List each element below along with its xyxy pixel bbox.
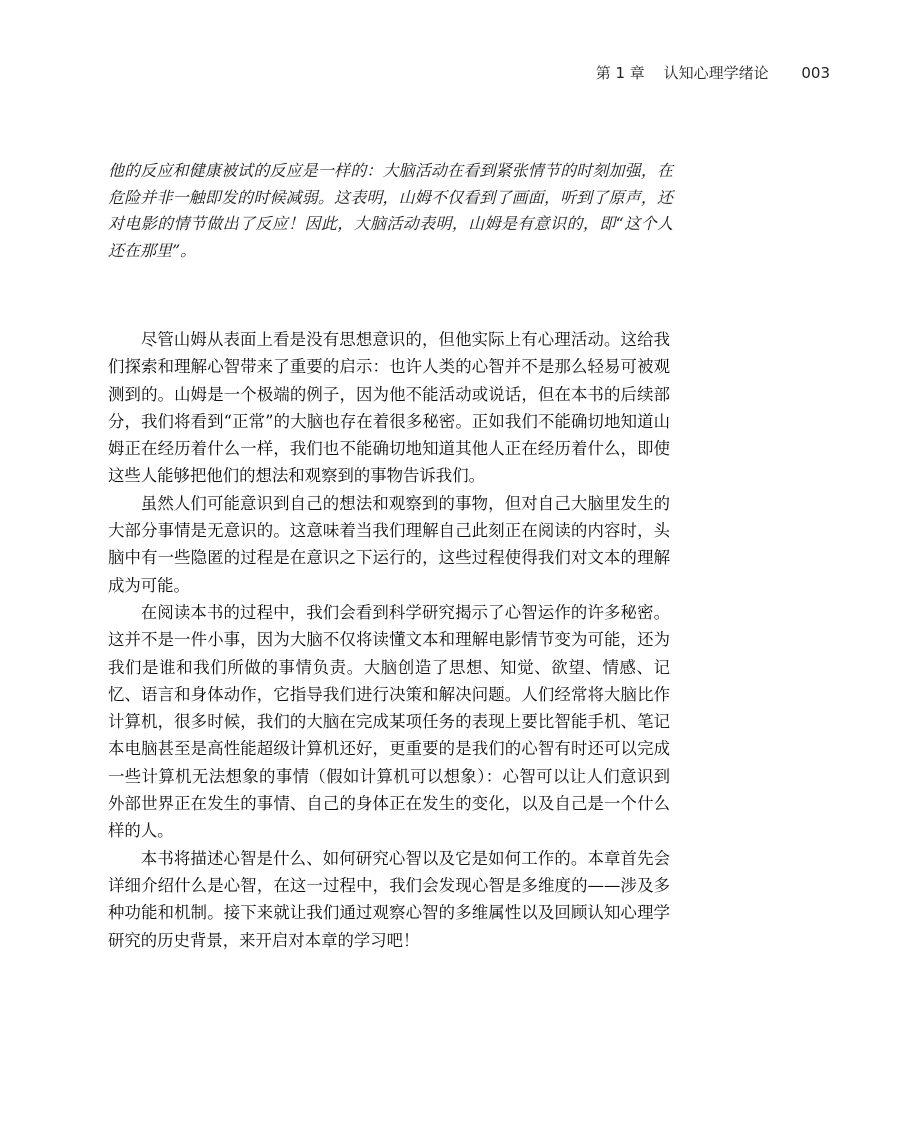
excerpt-paragraph: 他的反应和健康被试的反应是一样的：大脑活动在看到紧张情节的时刻加强，在危险并非一触即发的时候减弱。这表明，山姆不仅看到了画面，听到了原声，还对电影的情节做出了反应！因此，大脑活动表明，山姆是有意识的，即“这个人还在那里”。 — [108, 161, 673, 260]
body-paragraph-3: 在阅读本书的过程中，我们会看到科学研究揭示了心智运作的许多秘密。这并不是一件小事，因为大脑不仅将读懂文本和理解电影情节变为可能，还为我们是谁和我们所做的事情负责。大脑创造了思想、知觉、欲望、情感、记忆、语言和身体动作，它指导我们进行决策和解决问题。人们经常将大脑比作计算机，很多时候，我们的大脑在完成某项任务的表现上要比智能手机、笔记本电脑甚至是高性能超级计算机还好，更重要的是我们的心智有时还可以完成一些计算机无法想象的事情（假如计算机可以想象）：心智可以让人们意识到外部世界正在发生的事情、自己的身体正在发生的变化，以及自己是一个什么样的人。 — [108, 602, 670, 841]
chapter-label: 第 1 章 — [595, 64, 645, 82]
body-paragraph-4: 本书将描述心智是什么、如何研究心智以及它是如何工作的。本章首先会详细介绍什么是心智，在这一过程中，我们会发现心智是多维度的——涉及多种功能和机制。接下来就让我们通过观察心智的多维属性以及回顾认知心理学研究的历史背景，来开启对本章的学习吧！ — [108, 848, 670, 950]
chapter-title: 认知心理学绪论 — [663, 64, 769, 82]
running-head — [596, 62, 830, 83]
page-number: 003 — [801, 64, 830, 82]
body-paragraph-1: 尽管山姆从表面上看是没有思想意识的，但他实际上有心理活动。这给我们探索和理解心智带来了重要的启示：也许人类的心智并不是那么轻易可被观测到的。山姆是一个极端的例子，因为他不能活动或说话，但在本书的后续部分，我们将看到“正常”的大脑也存在着很多秘密。正如我们不能确切地知道山姆正在经历着什么一样，我们也不能确切地知道其他人正在经历着什么，即使这些人能够把他们的想法和观察到的事物告诉我们。 — [108, 330, 670, 486]
excerpt-block — [108, 158, 673, 264]
body-text — [108, 326, 670, 954]
body-paragraph-2: 虽然人们可能意识到自己的想法和观察到的事物，但对自己大脑里发生的大部分事情是无意识的。这意味着当我们理解自己此刻正在阅读的内容时，头脑中有一些隐匿的过程是在意识之下运行的，这些过程使得我们对文本的理解成为可能。 — [108, 493, 670, 595]
